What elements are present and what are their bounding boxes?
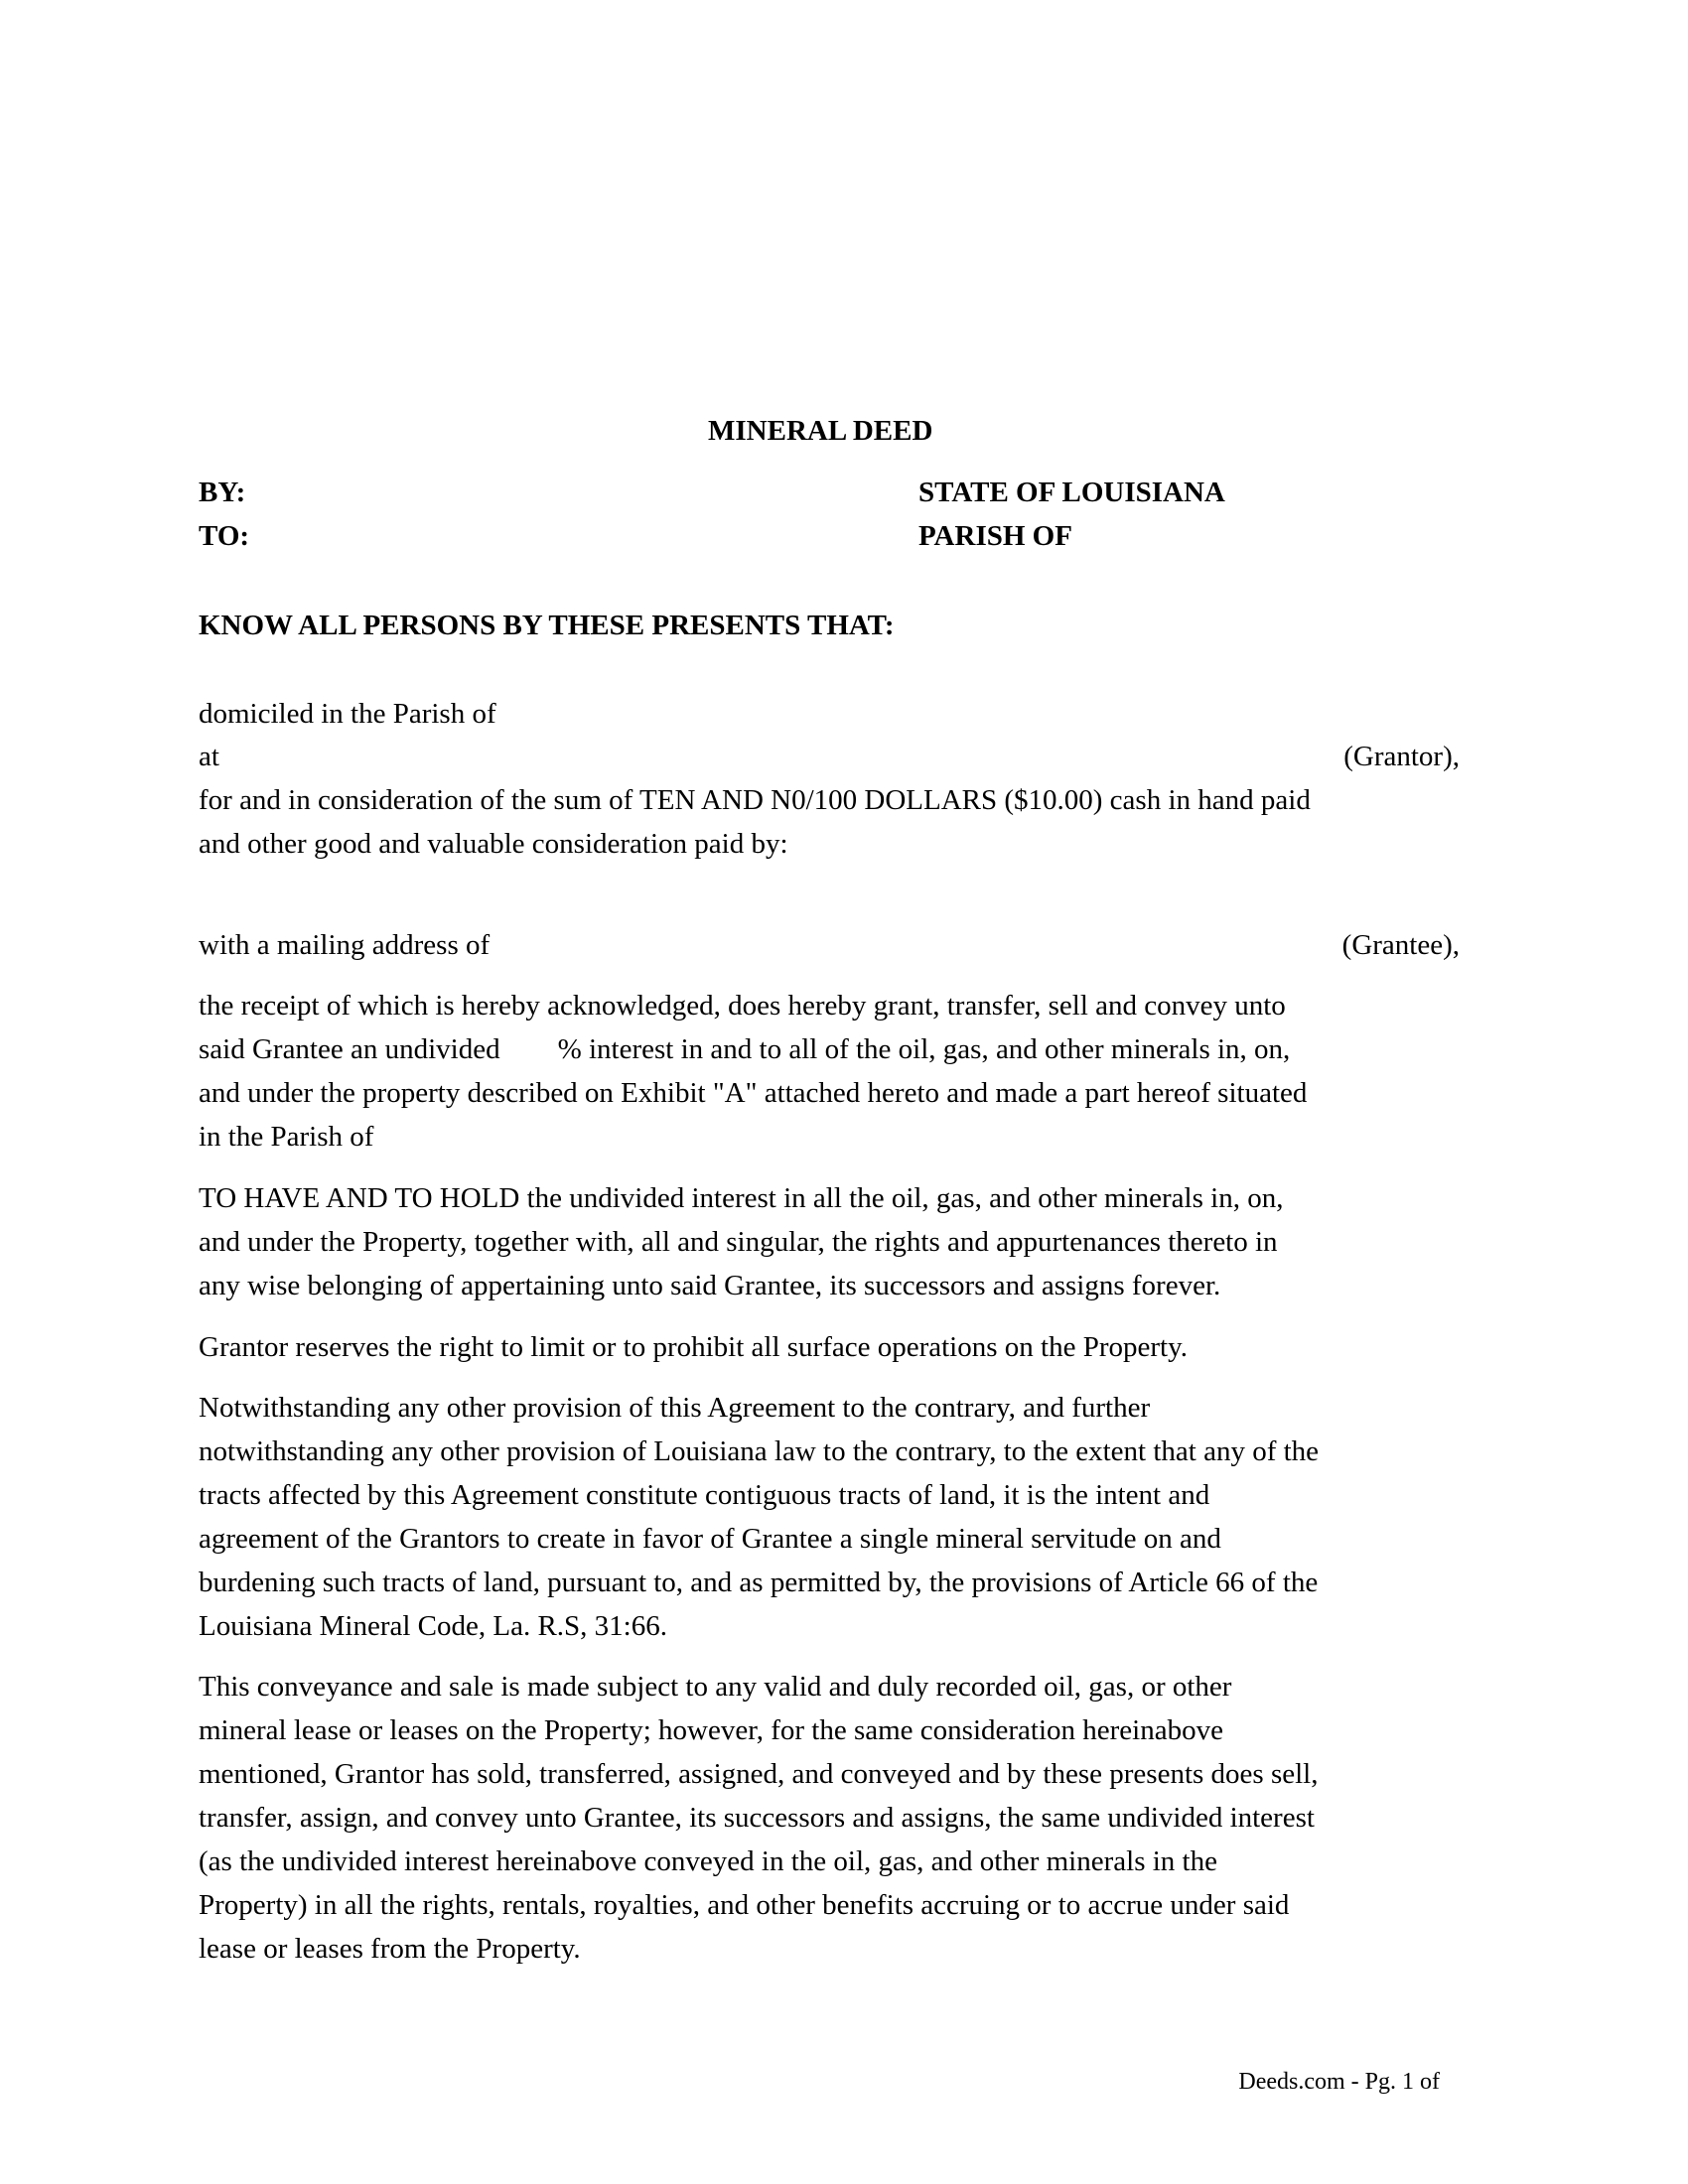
grantor-tag: (Grantor),: [1343, 741, 1460, 772]
grant-line: the receipt of which is hereby acknowledged, does hereby grant, transfer, sell and convey unto: [199, 990, 1286, 1022]
servitude-line: burdening such tracts of land, pursuant to, and as permitted by, the provisions of Article 66 of the: [199, 1567, 1319, 1598]
habendum-line: TO HAVE AND TO HOLD the undivided interest in all the oil, gas, and other minerals in, on,: [199, 1182, 1284, 1214]
habendum-line: and under the Property, together with, all and singular, the rights and appurtenances thereto in: [199, 1226, 1278, 1258]
grantee-tag: (Grantee),: [1341, 929, 1460, 961]
subject-to-line: lease or leases from the Property.: [199, 1933, 581, 1965]
document-title: MINERAL DEED: [708, 415, 933, 447]
servitude-line: Louisiana Mineral Code, La. R.S, 31:66.: [199, 1610, 667, 1642]
parish-label: PARISH OF: [918, 520, 1072, 552]
habendum-paragraph: [199, 1176, 1489, 1307]
reservation-paragraph: [199, 1325, 1489, 1369]
consideration-line-1: for and in consideration of the sum of TEN AND N0/100 DOLLARS ($10.00) cash in hand paid: [199, 784, 1311, 816]
subject-to-line: mineral lease or leases on the Property; however, for the same consideration hereinabove: [199, 1714, 1223, 1746]
state-label: STATE OF LOUISIANA: [918, 477, 1225, 508]
by-label: BY:: [199, 477, 246, 508]
to-label: TO:: [199, 520, 250, 552]
subject-to-paragraph: [199, 1665, 1489, 1971]
page-footer: Deeds.com - Pg. 1 of: [1238, 2069, 1440, 2095]
servitude-line: notwithstanding any other provision of Louisiana law to the contrary, to the extent that any of the: [199, 1435, 1320, 1467]
subject-to-line: (as the undivided interest hereinabove conveyed in the oil, gas, and other minerals in the: [199, 1845, 1217, 1877]
servitude-line: tracts affected by this Agreement constitute contiguous tracts of land, it is the intent and: [199, 1479, 1210, 1511]
preamble: KNOW ALL PERSONS BY THESE PRESENTS THAT:: [199, 610, 895, 641]
subject-to-line: mentioned, Grantor has sold, transferred, assigned, and conveyed and by these presents does sell,: [199, 1758, 1319, 1790]
subject-to-line: Property) in all the rights, rentals, royalties, and other benefits accruing or to accrue under said: [199, 1889, 1290, 1921]
mailing-address-label: with a mailing address of: [199, 929, 491, 961]
habendum-line: any wise belonging of appertaining unto said Grantee, its successors and assigns forever.: [199, 1270, 1221, 1301]
consideration-line-2: and other good and valuable consideration paid by:: [199, 828, 788, 860]
servitude-line: Notwithstanding any other provision of this Agreement to the contrary, and further: [199, 1392, 1151, 1424]
reservation-line: Grantor reserves the right to limit or to prohibit all surface operations on the Property.: [199, 1331, 1188, 1363]
grant-line: said Grantee an undivided % interest in and to all of the oil, gas, and other minerals in, on,: [199, 1033, 1291, 1065]
grant-line: and under the property described on Exhibit "A" attached hereto and made a part hereof situated: [199, 1077, 1308, 1109]
domiciled-line: domiciled in the Parish of: [199, 698, 496, 730]
at-label: at: [199, 741, 219, 772]
grant-line: in the Parish of: [199, 1121, 374, 1153]
grant-paragraph: [199, 984, 1489, 1159]
subject-to-line: This conveyance and sale is made subject to any valid and duly recorded oil, gas, or other: [199, 1671, 1232, 1703]
subject-to-line: transfer, assign, and convey unto Grantee, its successors and assigns, the same undivided interest: [199, 1802, 1315, 1834]
servitude-paragraph: [199, 1386, 1489, 1648]
servitude-line: agreement of the Grantors to create in favor of Grantee a single mineral servitude on and: [199, 1523, 1221, 1555]
